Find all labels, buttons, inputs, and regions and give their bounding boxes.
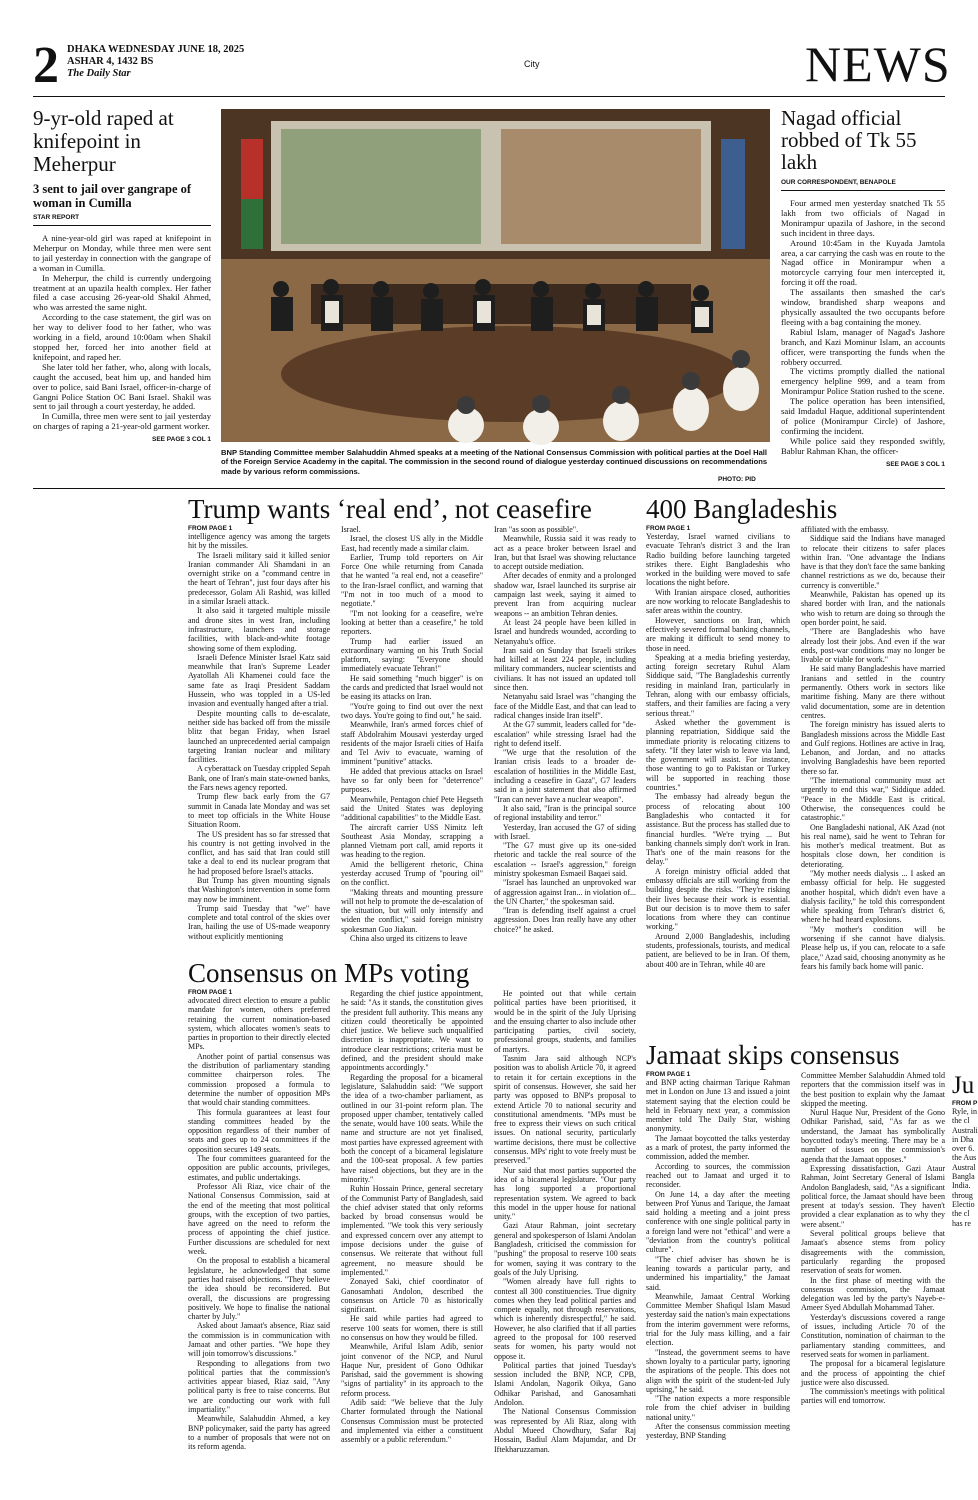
paragraph: In Cumilla, three men were sent to jail yesterday on charges of raping a 21-year-old garment worker. bbox=[33, 411, 211, 432]
consensus-from-label: FROM PAGE 1 bbox=[188, 989, 233, 996]
trump-column-1 bbox=[188, 525, 330, 943]
paragraph: Committee Member Salahuddin Ahmed told reporters that the commission itself was in the best position to explain why the Jamaat skipped the meeting. bbox=[801, 1071, 945, 1108]
paragraph: Yesterday's discussions covered a range of issues, including Article 70 of the Constitution, nomination of chairman to the parliamentary standing committees, and reserved seats for women in parliament. bbox=[801, 1312, 945, 1359]
clipped-line: Australi bbox=[952, 1125, 978, 1135]
trump-headline: Trump wants ‘real end’, not ceasefire bbox=[188, 494, 592, 524]
paragraph: Professor Ali Riaz, vice chair of the National Consensus Commission, said at the end of the meeting that most political groups, with the exception of two parties, have agreed on the need to reform the process of appointing the chief justice. Further discussions are scheduled for next week. bbox=[188, 1181, 330, 1257]
dateline: DHAKA WEDNESDAY JUNE 18, 2025 bbox=[67, 44, 245, 55]
nagad-story bbox=[781, 107, 945, 468]
paragraph: China also urged its citizens to leave bbox=[350, 934, 468, 944]
clipped-line: Austral bbox=[952, 1162, 976, 1172]
meherpur-body bbox=[33, 234, 211, 432]
paragraph: Asked about Jamaat's absence, Riaz said the commission is in communication with Jamaat and other parties. "We hope they will join tomorrow's discussions." bbox=[188, 1321, 330, 1359]
paragraph: Nurul Haque Nur, President of the Gono Odhikar Parishad, said, "As far as we understand, the Jamaat has symbolically boycotted today's meeting. There may be a number of issues on the commission's agenda that the Jamaat opposes." bbox=[801, 1108, 945, 1164]
clipped-line: Bangla bbox=[952, 1172, 975, 1182]
paragraph: Israel, the closest US ally in the Middle East, had recently made a similar claim. bbox=[341, 534, 483, 553]
paragraph: "We urge that the resolution of the Iranian crisis leads to a broader de-escalation of hostilities in the Middle East, including a ceasefire in Gaza", G7 leaders said in a joint statement that also affirmed "Iran can never have a nuclear weapon". bbox=[494, 748, 636, 804]
paragraph: On the proposal to establish a bicameral legislature, he acknowledged that some parties had raised objections. "They believe the idea should be reconsidered. But overall, the discussions are progressing positively. We hope to finalise the national charter by July." bbox=[188, 1256, 330, 1322]
trump-from-label: FROM PAGE 1 bbox=[188, 525, 233, 532]
jamaat-column-1 bbox=[646, 1071, 790, 1441]
paragraph: and BNP acting chairman Tarique Rahman met in London on June 13 and issued a joint statement saying that the election could be held in February next year, a commission member told The Daily Star, wishing anonymity. bbox=[646, 1078, 790, 1134]
paragraph: He said many Bangladeshis have married Iranians and settled in the country permanently. Others work in sectors like maritime fishing. Many are there without valid documentation, some are in detention centres. bbox=[801, 664, 945, 720]
nagad-jump: SEE PAGE 3 COL 1 bbox=[885, 460, 945, 468]
paragraph: Regarding the proposal for a bicameral legislature, Salahuddin said: "We support the idea of a two-chamber parliament, as outlined in our 31-point reform plan. The proposed upper chamber, tentatively called the senate, would have 100 seats. While the name and structure are not yet finalised, most parties have expressed agreement with both the concept of a bicameral legislature and the 100-seat proposal. A few parties have raised objections, but they are in the minority." bbox=[341, 1072, 483, 1184]
meherpur-byline-rule bbox=[33, 225, 211, 226]
consensus-column-1 bbox=[188, 989, 330, 1454]
nagad-byline-rule bbox=[781, 190, 945, 191]
clipped-line: throug bbox=[952, 1190, 973, 1200]
paragraph: The commission's meetings with political parties will end tomorrow. bbox=[801, 1387, 945, 1406]
clipped-line: over 6. bbox=[952, 1144, 975, 1154]
trump-column-2 bbox=[341, 525, 483, 943]
paragraph: He pointed out that while certain political parties have been prioritised, it would be in the spirit of the July Uprising and the ensuing charter to also include other participating parties, civil society, professional groups, students, and families of martyrs. bbox=[494, 989, 636, 1054]
paragraph: Four armed men yesterday snatched Tk 55 lakh from two officials of Nagad in Monirampur upazila of Jashore, in the second such incident in three days. bbox=[781, 198, 945, 238]
meherpur-subhead: 3 sent to jail over gangrape of woman in Cumilla bbox=[33, 182, 192, 210]
paragraph: "My mother needs dialysis ... I asked an embassy official for help. He suggested another hospital, which didn't even have a dialysis facility," he told this correspondent while speaking from Tehran's district 6, where he had heard explosions. bbox=[801, 868, 945, 925]
paragraph: A foreign ministry official added that embassy officials are still working from the building despite the risks. "They're risking their lives because their work is essential. But our decision is to move them to safer locations from where they can continue working." bbox=[646, 866, 790, 932]
paragraph: affiliated with the embassy. bbox=[801, 525, 889, 534]
paragraph: Gazi Ataur Rahman, joint secretary general and spokesperson of Islami Andolan Bangladesh, criticised the commission for "pushing" the proposal to reserve 100 seats for women, saying it was contrary to the goals of the July Uprising. bbox=[494, 1221, 636, 1277]
paragraph: Tasnim Jara said although NCP's position was to abolish Article 70, it agreed to retain it for certain exceptions in the spirit of consensus. However, she said her party was opposed to BNP's proposal to extend Article 70 to national security and constitutional amendments. "MPs must be free to express their views on such critical issues. On national security, particularly wartime decisions, there must be collective consensus. MPs' right to vote freely must be preserved." bbox=[494, 1054, 636, 1166]
paragraph: The Jamaat boycotted the talks yesterday as a mark of protest, the party informed the commission, added the member. bbox=[646, 1133, 790, 1162]
paragraph: Meanwhile, Ariful Islam Adib, senior joint convenor of the NCP, and Nurul Haque Nur, president of Gono Odhikar Parishad, said the government is showing "signs of partiality" in its approach to the reform process. bbox=[341, 1342, 483, 1398]
meeting-photo bbox=[221, 109, 770, 442]
paragraph: He added that previous attacks on Israel have so far only been for "deterrence" purposes. bbox=[341, 766, 483, 795]
paragraph: At least 24 people have been killed in Israel and hundreds wounded, according to Netanyahu's office. bbox=[494, 617, 636, 646]
paragraph: "You're going to find out over the next two days. You're going to find out," he said. bbox=[341, 701, 483, 720]
paragraph: Meanwhile, Jamaat Central Working Committee Member Shafiqul Islam Masud yesterday said the nation's main expectations from the interim government were reforms, trial for the July mass killing, and a fair election. bbox=[646, 1291, 790, 1348]
paragraph: "The international community must act urgently to end this war," Siddique added. "Peace in the Middle East is critical. Otherwise, the consequences could be catastrophic." bbox=[801, 776, 945, 823]
paragraph: With Iranian airspace closed, authorities are now working to relocate Bangladeshis to safer areas within the country. bbox=[646, 587, 790, 616]
bangladeshis-headline: 400 Bangladeshis bbox=[646, 494, 838, 524]
paragraph: On June 14, a day after the meeting between Prof Yunus and Tarique, the Jamaat said holding a meeting and a joint press conference with one single political party in a foreign land were not "ethical" and were a "deviation from the country's political culture". bbox=[646, 1189, 790, 1255]
jamaat-headline: Jamaat skips consensus bbox=[646, 1040, 900, 1070]
consensus-story bbox=[188, 958, 636, 1488]
clipped-line: India. bbox=[952, 1181, 971, 1191]
clipped-story bbox=[952, 1072, 978, 1228]
paragraph: Trump had earlier issued an extraordinary warning on his Truth Social platform, saying: "Everyone should immediately evacuate Tehran!" bbox=[341, 636, 483, 674]
paragraph: The victims promptly dialled the national emergency helpline 999, and a team from Monirampur Police Station rushed to the scene. bbox=[781, 366, 945, 397]
paragraph: The aircraft carrier USS Nimitz left Southeast Asia Monday, scrapping a planned Vietnam port call, amid reports it was heading to the region. bbox=[341, 822, 483, 860]
nagad-body bbox=[781, 199, 945, 457]
paragraph: Meanwhile, Russia said it was ready to act as a peace broker between Israel and Iran, but that Israel was showing reluctance to accept outside mediation. bbox=[494, 534, 636, 572]
consensus-column-3 bbox=[494, 989, 636, 1454]
paragraph: The police operation has been intensified, said Imdadul Haque, additional superintendent of police (Monirampur Circle) of Jashore, confirming the incident. bbox=[781, 396, 945, 436]
paragraph: Meanwhile, Salahuddin Ahmed, a key BNP policymaker, said the party has agreed to a number of proposals that were not on its reform agenda. bbox=[188, 1414, 330, 1452]
paragraph: "Israel has launched an unprovoked war of aggression against Iran... in violation of... the UN Charter," the spokesman said. bbox=[494, 878, 636, 906]
jamaat-from-label: FROM PAGE 1 bbox=[646, 1071, 691, 1078]
paragraph: Expressing dissatisfaction, Gazi Ataur Rahman, Joint Secretary General of Islami Andolon Bangladesh, said, "As a significant political force, the Jamaat should have been present at today's session. They haven't provided a clear explanation as to why they were absent." bbox=[801, 1163, 945, 1229]
paragraph: Trump said Tuesday that "we" have complete and total control of the skies over Iran, hailing the use of US-made weaponry without explicitly mentioning bbox=[188, 903, 330, 941]
paragraph: Regarding the chief justice appointment, he said: "As it stands, the constitution gives the president full authority. This means any citizen could theoretically be appointed chief justice. We believe such unqualified discretion is inappropriate. We want to introduce clear restrictions; criteria must be defined, and the president should make appointments accordingly." bbox=[341, 989, 483, 1073]
paragraph: In Meherpur, the child is currently undergoing treatment at an upazila health complex. Her father filed a case accusing 26-year-old Shakil Ahmed, who was arrested the same night. bbox=[33, 272, 211, 313]
paragraph: It also said, "Iran is the principal source of regional instability and terror." bbox=[494, 803, 636, 823]
paragraph: One Bangladeshi national, AK Azad (not his real name), said he went to Tehran for his mother's medical treatment. But as hospitals close down, her condition is deteriorating. bbox=[801, 822, 945, 869]
nagad-headline: Nagad official robbed of Tk 55 lakh bbox=[781, 106, 917, 174]
paragraph: "My mother's condition will be worsening if she cannot have dialysis. Please help us, if you can, relocate to a safe place," Azad said, choosing anonymity as he fears his family back home will panic. bbox=[801, 924, 945, 971]
consensus-headline: Consensus on MPs voting bbox=[188, 958, 470, 988]
paragraph: He said something "much bigger" is on the cards and predicted that Israel would not be easing its attacks on Iran. bbox=[341, 673, 483, 702]
paragraph: "Making threats and mounting pressure will not help to promote the de-escalation of the situation, but will only intensify and widen the conflict," said foreign ministry spokesman Guo Jiakun. bbox=[341, 887, 483, 934]
paragraph: Around 2,000 Bangladeshis, including students, professionals, tourists, and medical patient, are believed to be in Iran. Of them, about 400 are in Tehran, while 40 are bbox=[646, 931, 790, 969]
paragraph: Meanwhile, Iran's armed forces chief of staff Abdolrahim Mousavi yesterday urged residents of the major Israeli cities of Haifa and Tel Aviv to evacuate, warning of imminent "punitive" attacks. bbox=[341, 720, 483, 767]
paragraph: "I'm not looking for a ceasefire, we're looking at better than a ceasefire," he told reporters. bbox=[341, 608, 483, 637]
meherpur-story bbox=[33, 107, 211, 443]
photo-caption: BNP Standing Committee member Salahuddin Ahmed speaks at a meeting of the National Consensus Commission with political parties at the Doel Hall of the Foreign Service Academy in the capital. The commission in the second round of dialogue yesterday continued discussions on recommendations made by various reform commissions. bbox=[221, 448, 768, 476]
paragraph: Israel. bbox=[341, 525, 361, 534]
jamaat-story bbox=[646, 1040, 945, 1490]
paragraph: The four committees guaranteed for the opposition are public accounts, privileges, estimates, and public undertakings. bbox=[188, 1154, 330, 1182]
page-number: 2 bbox=[33, 37, 59, 94]
bangla-date: ASHAR 4, 1432 BS bbox=[67, 56, 154, 67]
paragraph: She later told her father, who, along with locals, caught the accused, beat him up, and handed him over to police, said Bani Israel, officer-in-charge of Gangni Police Station OC Bani Israel. Shakil was sent to jail through a court yesterday, he added. bbox=[33, 361, 211, 412]
clipped-body bbox=[952, 1107, 977, 1228]
paragraph: According to the case statement, the girl was on her way to deliver food to her father, who was working in a field, around 10:00am when Shakil stopped her, forced her into another field at knifepoint, and raped her. bbox=[33, 312, 211, 362]
paragraph: While police said they responded swiftly, Bablur Rahman Khan, the officer- bbox=[781, 435, 945, 456]
paragraph: "The nation expects a more responsible role from the chief adviser in building national unity." bbox=[646, 1394, 790, 1422]
paragraph: "Iran is defending itself against a cruel aggression. Does Iran really have any other choice?" he asked. bbox=[494, 906, 636, 934]
paragraph: A nine-year-old girl was raped at knifepoint in Meherpur on Monday, while three men were sent to jail yesterday in connection with the gangrape of a woman in Cumilla. bbox=[33, 233, 211, 273]
meherpur-byline: STAR REPORT bbox=[33, 214, 80, 221]
paragraph: "The chief adviser has shown he is leaning towards a particular party, and undermined his impartiality," the Jamaat said. bbox=[646, 1254, 790, 1292]
paragraph: In the first phase of meeting with the consensus commission, the Jamaat delegation was led by the party's Nayeb-e-Ameer Syed Abdullah Mohammad Taher. bbox=[801, 1275, 945, 1313]
paragraph: "The G7 must give up its one-sided rhetoric and tackle the real source of the escalation -- Israel's aggression," foreign ministry spokesman Esmaeil Baqaei said. bbox=[494, 841, 636, 878]
paragraph: Rabiul Islam, manager of Nagad's Jashore branch, and Kazi Mominur Islam, an accounts officer, were transporting the funds when the robbery occurred. bbox=[781, 326, 945, 367]
paragraph: Zonayed Saki, chief coordinator of Ganosamhati Andolon, described the consensus on Article 70 as historically significant. bbox=[341, 1277, 483, 1315]
paragraph: According to sources, the commission reached out to Jamaat and urged it to reconsider. bbox=[646, 1161, 790, 1190]
bangladeshis-story bbox=[646, 494, 945, 1036]
paragraph: After decades of enmity and a prolonged shadow war, Israel launched its surprise air campaign last week, saying it aimed to prevent Iran from acquiring nuclear weapons -- an ambition Tehran denies. bbox=[494, 571, 636, 618]
clipped-line: Ryle, in bbox=[952, 1107, 978, 1116]
paragraph: Around 10:45am in the Kuyada Jamtola area, a car carrying the cash was en route to the Nagad office in Monirampur when a motorcycle carrying four men intercepted it, forcing it off the road. bbox=[781, 237, 945, 288]
paragraph: Responding to allegations from two political parties that the commission's activities appear biased, Riaz said, "Any political party is free to raise concerns. But we are conducting our work with full impartiality." bbox=[188, 1358, 330, 1415]
paragraph: He said while parties had agreed to reserve 100 seats for women, there is still no consensus on how they would be filled. bbox=[341, 1314, 483, 1342]
paragraph: Trump flew back early from the G7 summit in Canada late Monday and was set to meet top officials in the White House Situation Room. bbox=[188, 792, 330, 830]
masthead-dateline bbox=[67, 44, 244, 80]
paragraph: The US president has so far stressed that his country is not getting involved in the conflict, and has said that Iran could still take a deal to end its nuclear program that he had proposed before Israel's attacks. bbox=[188, 829, 330, 876]
clipped-line: the cl bbox=[952, 1209, 970, 1219]
paragraph: Nur said that most parties supported the idea of a bicameral legislature. "Our party has long supported a proportional representation system. We agreed to back this model in the upper house for national unity." bbox=[494, 1165, 636, 1222]
paragraph: Several political groups believe that Jamaat's absence stems from policy disagreements with the commission, particularly regarding the proposed reservation of seats for women. bbox=[801, 1229, 945, 1276]
clipped-line: Electio bbox=[952, 1199, 975, 1209]
paragraph: Meanwhile, Pakistan has opened up its shared border with Iran, and the nationals who wish to return are doing so through the open border point, he said. bbox=[801, 590, 945, 627]
paragraph: Despite mounting calls to de-escalate, neither side has backed off from the missile blitz that began Friday, when Israel launched an unprecedented aerial campaign targeting Iranian nuclear and military facilities. bbox=[188, 708, 330, 765]
paragraph: "Women already have full rights to contest all 300 constituencies. True dignity comes when they lead political parties and compete equally, not through reservations, which is inherently disrespectful," he said. However, he also clarified that if all parties agreed to the proposal for 100 reserved seats for women, his party would not oppose it. bbox=[494, 1277, 636, 1361]
section-title: NEWS bbox=[805, 36, 951, 92]
clipped-from-label: FROM P bbox=[952, 1100, 978, 1107]
paragraph: Israeli Defence Minister Israel Katz said meanwhile that Iran's Supreme Leader Ayatollah Ali Khamenei could face the same fate as Iraqi President Saddam Hussein, who was toppled in a US-led invasion and eventually hanged after a trial. bbox=[188, 652, 330, 709]
clipped-headline: Ju bbox=[952, 1072, 975, 1099]
paragraph: The foreign ministry has issued alerts to Bangladesh missions across the Middle East and Gulf regions. Hotlines are active in Iraq, Lebanon, and Jordan, and no attacks involving Bangladeshis have been reported there so far. bbox=[801, 720, 945, 776]
paragraph: Siddique said the Indians have managed to relocate their citizens to safer places within Iran. "One advantage the Indians have is that they don't face the same banking channel restrictions as we do, because their currency is convertible." bbox=[801, 534, 945, 590]
bangladeshis-column-1 bbox=[646, 525, 790, 971]
section-city-label: City bbox=[524, 59, 540, 69]
paragraph: "There are Bangladeshis who have already lost their jobs. And even if the war ends, post-war conditions may no longer be livable or viable for work." bbox=[801, 627, 945, 665]
paragraph: advocated direct election to ensure a public mandate for women, others preferred retaining the current nomination-based system, which allocates women's seats to parties in proportion to their directly elected MPs. bbox=[188, 996, 330, 1052]
paragraph: Yesterday, Israel warned civilians to evacuate Tehran's district 3 and the Iran Radio building before launching targeted strikes there. Eight Bangladeshis who worked in the building were moved to safe locations the night before. bbox=[646, 532, 790, 588]
paragraph: However, sanctions on Iran, which effectively severed formal banking channels, are making it difficult to send money to those in need. bbox=[646, 615, 790, 653]
paragraph: After the consensus commission meeting yesterday, BNP Standing bbox=[646, 1421, 790, 1441]
trump-story bbox=[188, 494, 636, 956]
nagad-byline: OUR CORRESPONDENT, BENAPOLE bbox=[781, 179, 896, 186]
paragraph: Ruhin Hossain Prince, general secretary of the Communist Party of Bangladesh, said the chief adviser stated that only reforms backed by broad consensus would be implemented. "We took this very seriously and expressed concern over any attempt to impose decisions under the guise of consensus. We reiterate that without full agreement, no measure should be implemented." bbox=[341, 1184, 483, 1277]
paragraph: The Israeli military said it killed senior Iranian commander Ali Shamdani in an overnight strike on a "command centre in the heart of Tehran", just four days after his predecessor, Golam Ali Rashid, was killed in a similar Israeli attack. bbox=[188, 550, 330, 607]
paragraph: Iran "as soon as possible". bbox=[494, 525, 579, 534]
masthead-rule bbox=[33, 96, 945, 97]
paragraph: intelligence agency was among the targets hit by the missiles. bbox=[188, 532, 330, 551]
paragraph: It also said it targeted multiple missile and drone sites in west Iran, including infrastructure, launchers and storage facilities, with black-and-white footage showing some of them exploding. bbox=[188, 606, 330, 653]
meeting-photo-illustration bbox=[221, 109, 770, 442]
jamaat-column-2 bbox=[801, 1071, 945, 1441]
paragraph: Yesterday, Iran accused the G7 of siding with Israel. bbox=[494, 822, 636, 841]
paragraph: The proposal for a bicameral legislature and the process of appointing the chief justice were also discussed. bbox=[801, 1359, 945, 1387]
paragraph: Adib said: "We believe that the July Charter formulated through the National Consensus Commission must be protected and implemented via either a constituent assembly or a public referendum." bbox=[341, 1398, 483, 1445]
paragraph: Political parties that joined Tuesday's session included the BNP, NCP, CPB, Islami Andolan, Nagorik Oikya, Gano Odhikar Parishad, and Ganosamhati Andolon. bbox=[494, 1360, 636, 1408]
photo-credit: PHOTO: PID bbox=[718, 476, 756, 483]
paragraph: At the G7 summit, leaders called for "de-escalation" while stressing Israel had the right to defend itself. bbox=[494, 720, 636, 748]
meherpur-jump: SEE PAGE 3 COL 1 bbox=[151, 436, 211, 444]
trump-column-3 bbox=[494, 525, 636, 943]
paragraph: The National Consensus Commission was represented by Ali Riaz, along with Abdul Mueed Chowdhury, Safar Raj Hossain, Badiul Alam Majumdar, and Dr Iftekharuzzaman. bbox=[494, 1407, 636, 1454]
clipped-line: has re bbox=[952, 1218, 971, 1228]
clipped-line: in Dha bbox=[952, 1134, 974, 1144]
bangladeshis-from-label: FROM PAGE 1 bbox=[646, 525, 691, 532]
paragraph: Meanwhile, Pentagon chief Pete Hegseth said the United States was deploying "additional capabilities" to the Middle East. bbox=[341, 794, 483, 823]
paper-logo: The Daily Star bbox=[67, 68, 131, 79]
bangladeshis-column-2 bbox=[801, 525, 945, 971]
clipped-line: the cl bbox=[952, 1116, 970, 1126]
paragraph: Netanyahu said Israel was "changing the face of the Middle East, and that can lead to radical changes inside Iran itself". bbox=[494, 692, 636, 720]
top-section-rule bbox=[33, 488, 945, 489]
paragraph: This formula guarantees at least four standing committees headed by the opposition regardless of their number of seats and goes up to 24 committees if the opposition secures 149 seats. bbox=[188, 1107, 330, 1154]
paragraph: Amid the belligerent rhetoric, China yesterday accused Trump of "pouring oil" on the conflict. bbox=[341, 859, 483, 888]
paragraph: Asked whether the government is planning repatriation, Siddique said the immediate priority is relocating citizens to safety. "If they later wish to leave via land, the government will assist. For instance, those wanting to go to Pakistan or Turkey will be supported in reaching those countries." bbox=[646, 717, 790, 793]
paragraph: But Trump has given mounting signals that Washington's intervention in some form may now be imminent. bbox=[188, 875, 330, 904]
paragraph: "Instead, the government seems to have shown loyalty to a particular party, ignoring the aspirations of the people. This does not align with the spirit of the student-led July uprising," he said. bbox=[646, 1347, 790, 1394]
paragraph: The assailants then smashed the car's window, brandished sharp weapons and physically assaulted the two occupants before fleeing with a bag containing the money. bbox=[781, 287, 945, 327]
clipped-line: the Aus bbox=[952, 1153, 977, 1163]
paragraph: Another point of partial consensus was the distribution of parliamentary standing committee chairperson roles. The commission proposed a formula to determine the number of opposition MPs that would chair standing committees. bbox=[188, 1051, 330, 1108]
paragraph: A cyberattack on Tuesday crippled Sepah Bank, one of Iran's main state-owned banks, the Fars news agency reported. bbox=[188, 764, 330, 793]
paragraph: Earlier, Trump told reporters on Air Force One while returning from Canada that he wanted "a real end, not a ceasefire" to the Iran-Israel conflict, and warning that "I'm not in too much of a mood to negotiate." bbox=[341, 552, 483, 609]
consensus-column-2 bbox=[341, 989, 483, 1454]
paragraph: The embassy had already begun the process of relocating about 100 Bangladeshis who contacted it for assistance. But the process has stalled due to financial hurdles. "We're trying ... But banking channels simply don't work in Iran. That's one of the main reasons for the delay." bbox=[646, 792, 790, 867]
paragraph: Speaking at a media briefing yesterday, acting foreign secretary Ruhul Alam Siddique said, "The Bangladeshis currently residing in mainland Iran, particularly in Tehran, along with our embassy officials, staffers, and their families are facing a very serious threat." bbox=[646, 652, 790, 718]
meherpur-headline: 9-yr-old raped at knifepoint in Meherpur bbox=[33, 106, 174, 176]
paragraph: Iran said on Sunday that Israeli strikes had killed at least 224 people, including military commanders, nuclear scientists and civilians. It has not issued an updated toll since then. bbox=[494, 645, 636, 693]
